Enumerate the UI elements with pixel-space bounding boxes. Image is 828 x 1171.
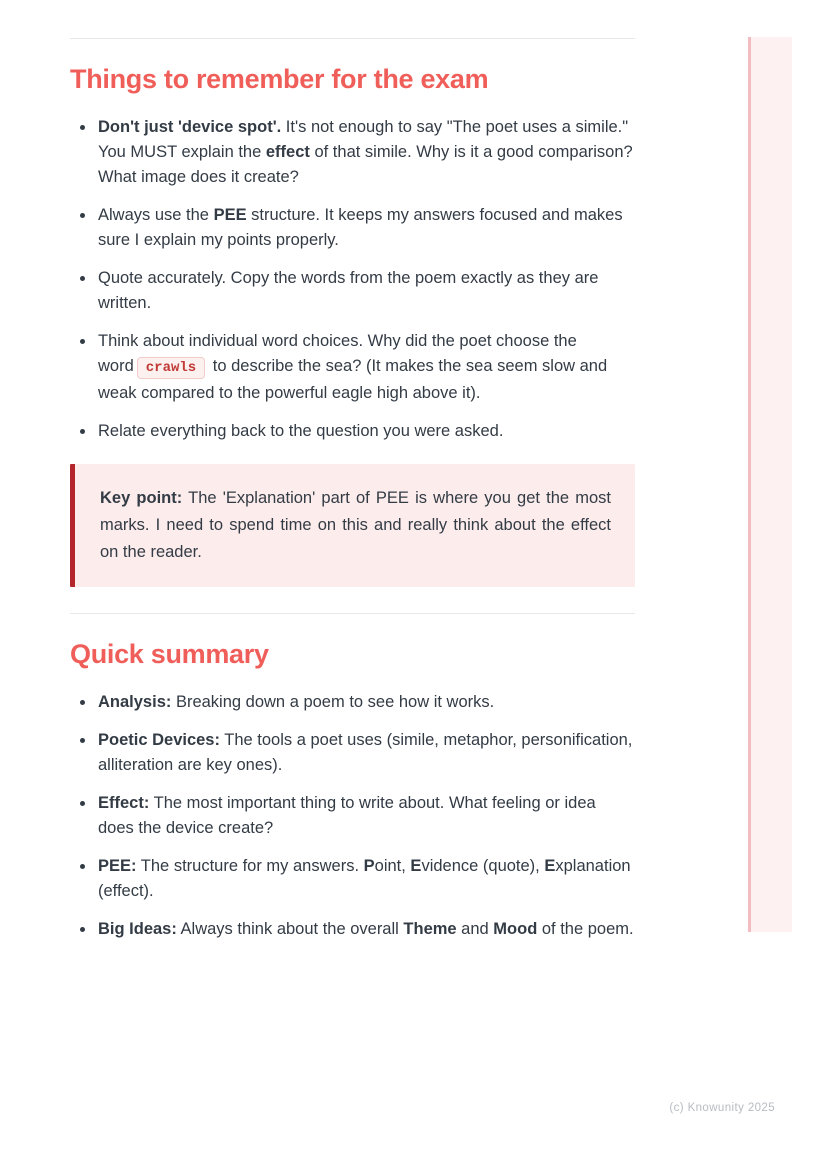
text-run: of the poem. <box>537 920 634 938</box>
bold-text: E <box>544 857 556 875</box>
bold-text: Theme <box>403 920 457 938</box>
text-run: of that simile. Why is it a good comparison? What image does it create? <box>98 143 633 186</box>
text-run: The tools a poet uses (simile, metaphor, personification, alliteration are key ones). <box>98 731 633 774</box>
bold-text: PEE: <box>98 857 137 875</box>
list-item <box>96 419 635 444</box>
list-item <box>96 266 635 316</box>
text-run: Quote accurately. Copy the words from the poem exactly as they are written. <box>98 269 599 312</box>
text-run: structure. It keeps my answers focused and makes sure I explain my points properly. <box>98 206 623 249</box>
list-item <box>96 329 635 406</box>
section-heading-things-to-remember: Things to remember for the exam <box>70 64 489 94</box>
bold-text: P <box>363 857 375 875</box>
bullet-list-summary <box>70 690 635 942</box>
list-item <box>96 917 635 942</box>
text-run: Always use the <box>98 206 214 224</box>
key-point-callout <box>70 464 635 587</box>
text-run: vidence (quote), <box>421 857 545 875</box>
text-run: The 'Explanation' part of PEE is where you get the most marks. I need to spend time on this and really think about the effect on the reader. <box>100 489 611 561</box>
bold-text: effect <box>265 143 310 161</box>
text-run: Think about individual word choices. Why did the poet choose the word <box>98 332 577 375</box>
bold-text: Big Ideas: <box>98 920 177 938</box>
text-run: Relate everything back to the question you were asked. <box>98 422 504 440</box>
bold-text: Mood <box>493 920 538 938</box>
text-run: to describe the sea? (It makes the sea seem slow and weak compared to the powerful eagle high above it). <box>98 357 608 402</box>
list-item <box>96 115 635 190</box>
copyright-footer: (c) Knowunity 2025 <box>669 1102 775 1114</box>
bold-text: E <box>410 857 422 875</box>
document-page <box>70 0 635 955</box>
inline-code-chip: crawls <box>137 357 205 379</box>
section-divider <box>70 613 635 614</box>
bold-text: Poetic Devices: <box>98 731 220 749</box>
bold-text: Effect: <box>98 794 150 812</box>
list-item <box>96 791 635 841</box>
text-run: oint, <box>374 857 411 875</box>
text-run: The most important thing to write about. What feeling or idea does the device create? <box>98 794 596 837</box>
text-run: and <box>456 920 494 938</box>
text-run: It's not enough to say "The poet uses a simile." You MUST explain the <box>98 118 629 161</box>
text-run: Always think about the overall <box>176 920 404 938</box>
section-heading-quick-summary: Quick summary <box>70 639 269 669</box>
list-item <box>96 203 635 253</box>
text-run: xplanation (effect). <box>98 857 631 900</box>
list-item <box>96 690 635 715</box>
section-divider <box>70 38 635 39</box>
list-item <box>96 854 635 904</box>
bold-text: Analysis: <box>98 693 172 711</box>
list-item <box>96 728 635 778</box>
text-run: Breaking down a poem to see how it works. <box>171 693 495 711</box>
bold-text: PEE <box>213 206 247 224</box>
page-edge-accent-strip <box>748 37 792 932</box>
bullet-list-exam-tips <box>70 115 635 444</box>
bold-text: Key point: <box>100 489 183 507</box>
bold-text: Don't just 'device spot'. <box>98 118 282 136</box>
text-run: The structure for my answers. <box>136 857 364 875</box>
